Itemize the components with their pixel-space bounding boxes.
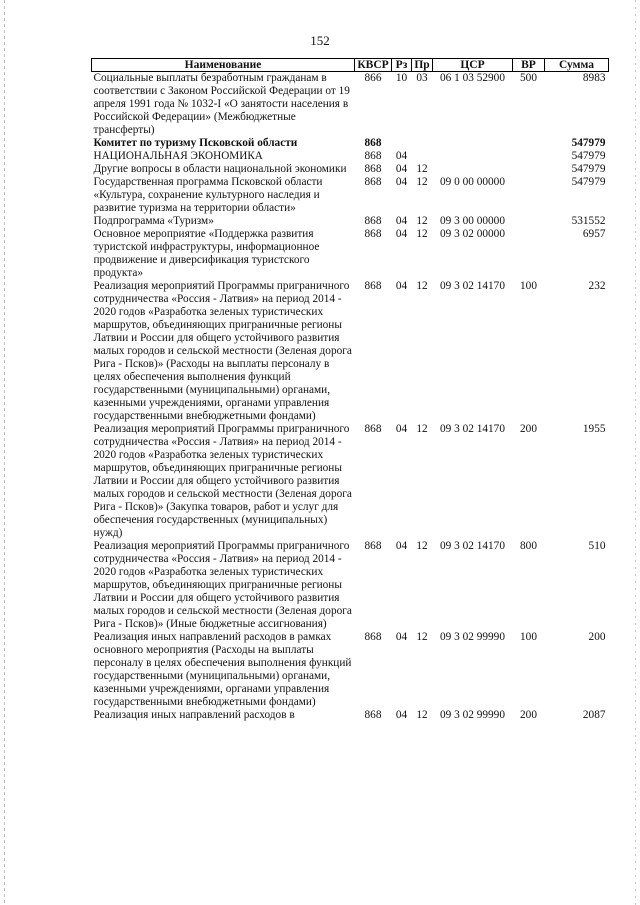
row-pr: 12 xyxy=(416,228,428,240)
row-rz: 04 xyxy=(395,228,408,240)
row-name: Комитет по туризму Псковской области xyxy=(93,137,298,149)
row-name: Реализация мероприятий Программы приграничного сотрудничества «Россия - Латвия» на период 2014 - 2020 годов «Разработка зеленых туристических маршрутов, объединяющих приграничные регионы Латвии и России для общего устойчивого развития малых городов и сельской местности (Зеленая дорога Рига - Псков)» (Закупка товаров, работ и услуг для обеспечения государственных (муниципальных) нужд) xyxy=(93,423,352,539)
row-pr: 12 xyxy=(416,709,428,721)
row-name: Государственная программа Псковской области «Культура, сохранение культурного наследия и развитие туризма на территории области» xyxy=(93,176,323,214)
row-rz: 04 xyxy=(395,631,408,643)
budget-table xyxy=(91,58,609,722)
row-pr: 03 xyxy=(416,72,428,84)
row-sum: 200 xyxy=(588,631,606,643)
row-csr: 09 3 02 99990 xyxy=(440,709,505,721)
header-csr: ЦСР xyxy=(433,59,513,72)
row-pr xyxy=(412,150,433,163)
table-row xyxy=(92,228,609,280)
row-vr: 200 xyxy=(520,709,537,721)
row-csr xyxy=(433,163,513,176)
budget-table-container xyxy=(91,58,608,722)
row-csr: 09 3 00 00000 xyxy=(440,215,505,227)
row-vr xyxy=(513,176,545,215)
row-name: Другие вопросы в области национальной экономики xyxy=(93,163,347,175)
header-vr: ВР xyxy=(513,59,545,72)
row-csr: 09 3 02 00000 xyxy=(440,228,505,240)
table-row xyxy=(92,72,609,138)
row-kvsr: 868 xyxy=(364,228,382,240)
header-name: Наименование xyxy=(92,59,355,72)
row-kvsr: 866 xyxy=(364,72,382,84)
row-vr: 800 xyxy=(520,540,537,552)
row-name: Реализация иных направлений расходов в рамках основного мероприятия (Расходы на выплаты персоналу в целях обеспечения выполнения функций государственными (муниципальными) органами, казенными учреждениями, органами управления государственными внебюджетными фондами) xyxy=(93,631,352,708)
table-row xyxy=(92,280,609,423)
table-row xyxy=(92,540,609,631)
row-vr: 100 xyxy=(520,631,537,643)
table-header-row xyxy=(92,59,609,72)
row-pr: 12 xyxy=(416,215,428,227)
row-kvsr: 868 xyxy=(364,631,382,643)
row-kvsr: 868 xyxy=(364,215,382,227)
row-pr: 12 xyxy=(416,163,428,175)
row-pr: 12 xyxy=(416,280,428,292)
row-kvsr: 868 xyxy=(364,540,382,552)
table-row xyxy=(92,709,609,722)
row-csr: 09 3 02 14170 xyxy=(440,540,505,552)
row-name: Основное мероприятие «Поддержка развития туристской инфраструктуры, информационное продвижение и диверсификация туристского продукта» xyxy=(93,228,320,279)
row-kvsr: 868 xyxy=(364,150,382,162)
row-sum: 6957 xyxy=(582,228,606,240)
row-csr: 09 3 02 14170 xyxy=(440,423,505,435)
header-kvsr: КВСР xyxy=(355,59,392,72)
row-csr: 09 0 00 00000 xyxy=(440,176,505,188)
row-rz: 04 xyxy=(395,215,408,227)
row-name: Подпрограмма «Туризм» xyxy=(93,215,214,227)
row-rz: 04 xyxy=(395,423,408,435)
header-sum: Сумма xyxy=(545,59,609,72)
row-sum: 547979 xyxy=(571,137,606,149)
row-vr: 200 xyxy=(520,423,537,435)
row-pr xyxy=(412,137,433,150)
table-row xyxy=(92,423,609,540)
row-sum: 547979 xyxy=(571,150,606,162)
row-rz: 04 xyxy=(395,280,408,292)
row-sum: 510 xyxy=(588,540,606,552)
row-rz: 10 xyxy=(395,72,408,84)
scan-edge-right xyxy=(635,0,636,905)
row-name: Реализация мероприятий Программы приграничного сотрудничества «Россия - Латвия» на период 2014 - 2020 годов «Разработка зеленых туристических маршрутов, объединяющих приграничные регионы Латвии и России для общего устойчивого развития малых городов и сельской местности (Зеленая дорога Рига - Псков)» (Иные бюджетные ассигнования) xyxy=(93,540,352,630)
row-csr xyxy=(433,150,513,163)
row-vr: 500 xyxy=(520,72,537,84)
scan-edge-left xyxy=(4,0,5,905)
table-row xyxy=(92,631,609,709)
row-rz xyxy=(392,137,412,150)
row-sum: 1955 xyxy=(582,423,606,435)
row-name: Реализация мероприятий Программы приграничного сотрудничества «Россия - Латвия» на период 2014 - 2020 годов «Разработка зеленых туристических маршрутов, объединяющих приграничные регионы Латвии и России для общего устойчивого развития малых городов и сельской местности (Зеленая дорога Рига - Псков)» (Расходы на выплаты персоналу в целях обеспечения выполнения функций государственными (муниципальными) органами, казенными учреждениями, органами управления государственными внебюджетными фондами) xyxy=(93,280,352,422)
row-vr xyxy=(513,163,545,176)
row-pr: 12 xyxy=(416,631,428,643)
row-sum: 2087 xyxy=(582,709,606,721)
table-row xyxy=(92,215,609,228)
row-sum: 8983 xyxy=(582,72,606,84)
row-vr xyxy=(513,137,545,150)
header-rz: Рз xyxy=(392,59,412,72)
table-row xyxy=(92,176,609,215)
row-name: Реализация иных направлений расходов в xyxy=(93,709,295,721)
row-kvsr: 868 xyxy=(364,280,382,292)
row-vr xyxy=(513,228,545,280)
row-rz: 04 xyxy=(395,540,408,552)
row-rz: 04 xyxy=(395,709,408,721)
row-vr xyxy=(513,215,545,228)
row-pr: 12 xyxy=(416,540,428,552)
row-rz: 04 xyxy=(395,150,408,162)
row-csr: 09 3 02 14170 xyxy=(440,280,505,292)
header-pr: Пр xyxy=(412,59,433,72)
row-pr: 12 xyxy=(416,423,428,435)
row-kvsr: 868 xyxy=(364,176,382,188)
row-kvsr: 868 xyxy=(364,423,382,435)
row-kvsr: 868 xyxy=(364,163,382,175)
row-pr: 12 xyxy=(416,176,428,188)
row-name: НАЦИОНАЛЬНАЯ ЭКОНОМИКА xyxy=(93,150,263,162)
row-name: Социальные выплаты безработным гражданам в соответствии с Законом Российской Федерации от 19 апреля 1991 года № 1032-I «О занятости населения в Российской Федерации» (Межбюджетные трансферты) xyxy=(93,72,350,136)
row-vr xyxy=(513,150,545,163)
row-sum: 232 xyxy=(588,280,606,292)
row-sum: 531552 xyxy=(571,215,606,227)
row-sum: 547979 xyxy=(571,163,606,175)
row-csr xyxy=(433,137,513,150)
row-rz: 04 xyxy=(395,163,408,175)
row-csr: 06 1 03 52900 xyxy=(440,72,505,84)
row-sum: 547979 xyxy=(571,176,606,188)
row-kvsr: 868 xyxy=(364,709,382,721)
table-row xyxy=(92,137,609,150)
row-rz: 04 xyxy=(395,176,408,188)
row-vr: 100 xyxy=(520,280,537,292)
page-number: 152 xyxy=(310,33,330,48)
row-csr: 09 3 02 99990 xyxy=(440,631,505,643)
table-row xyxy=(92,163,609,176)
row-kvsr: 868 xyxy=(364,137,382,149)
table-row xyxy=(92,150,609,163)
